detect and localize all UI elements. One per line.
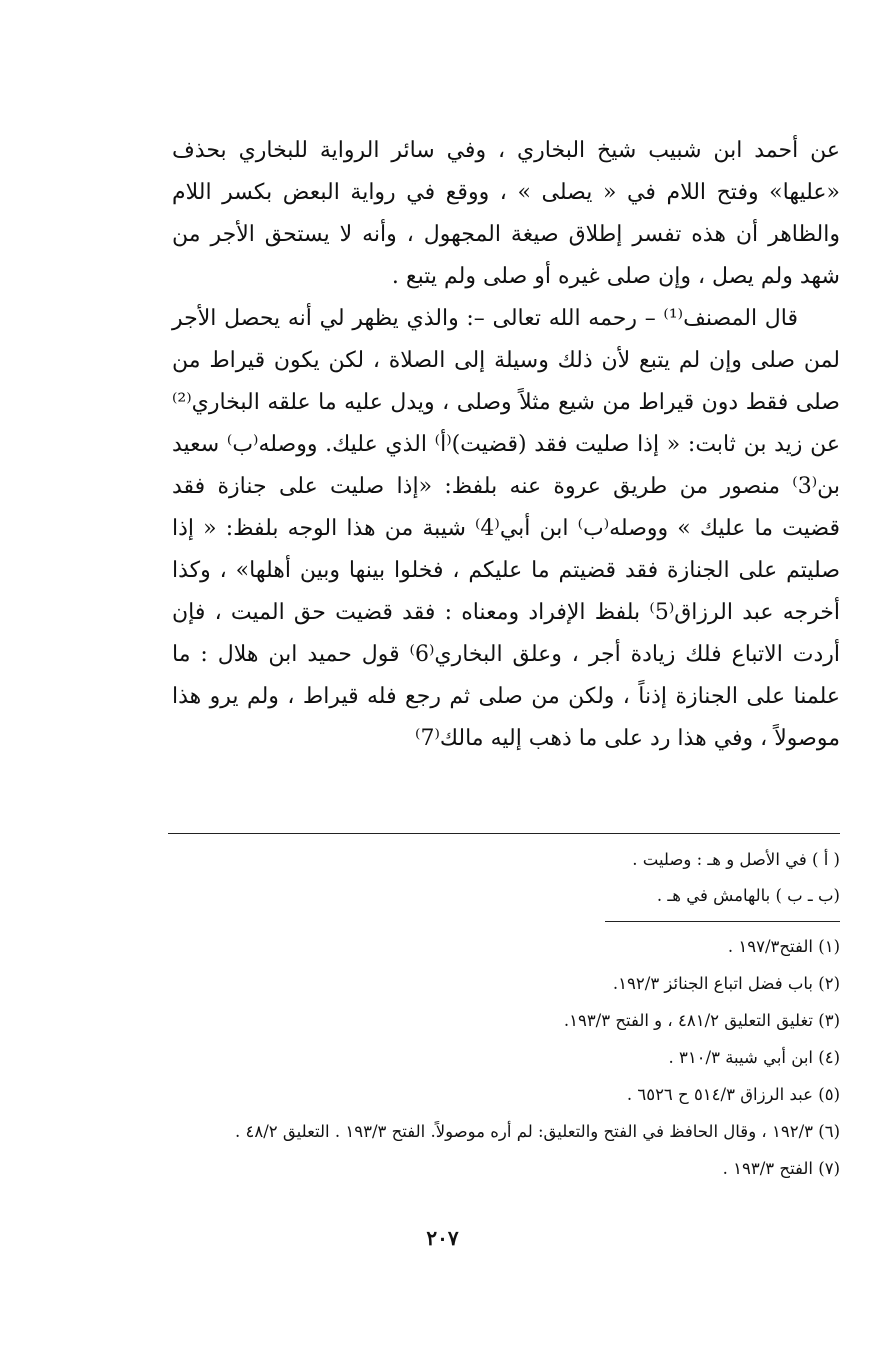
- footnote: (٢) باب فضل اتباع الجنائز ١٩٢/٣.: [612, 974, 840, 993]
- manuscript-variants: [172, 842, 840, 914]
- variants-separator: [605, 921, 840, 922]
- footnotes: [172, 928, 840, 1187]
- footnote: (١) الفتح١٩٧/٣ .: [727, 937, 840, 956]
- page-number: ٢٠٧: [426, 1226, 459, 1250]
- footnote: (٣) تغليق التعليق ٤٨١/٢ ، و الفتح ١٩٣/٣.: [563, 1011, 840, 1030]
- footnote-separator: [168, 833, 840, 834]
- main-text: [172, 130, 840, 760]
- variant-note: ( أ ) في الأصل و هـ : وصليت .: [632, 850, 840, 869]
- footnote: (٧) الفتح ١٩٣/٣ .: [722, 1159, 840, 1178]
- footnote: (٤) ابن أبي شيبة ٣١٠/٣ .: [668, 1048, 840, 1067]
- paragraph: عن أحمد ابن شبيب شيخ البخاري ، وفي سائر الرواية للبخاري بحذف «عليها» وفتح اللام في « يصلى » ، ووقع في رواية البعض بكسر اللام والظاهر أن هذه تفسر إطلاق صيغة المجهول ، وأنه لا يستحق الأجر من شهد ولم يصل ، وإن صلى غيره أو صلى ولم يتبع .: [172, 138, 840, 289]
- footnote: (٦) ١٩٢/٣ ، وقال الحافظ في الفتح والتعليق: لم أره موصولاً. الفتح ١٩٣/٣ . التعليق ٤٨/٢ .: [234, 1122, 840, 1141]
- footnote: (٥) عبد الرزاق ٥١٤/٣ ح ٦٥٢٦ .: [626, 1085, 840, 1104]
- paragraph: قال المصنف⁽¹⁾ – رحمه الله تعالى –: والذي يظهر لي أنه يحصل الأجر لمن صلى وإن لم يتبع لأن ذلك وسيلة إلى الصلاة ، لكن يكون قيراط من صلى فقط دون قيراط من شيع مثلاً وصلى ، ويدل عليه ما علقه البخاري⁽²⁾ عن زيد بن ثابت: « إذا صليت فقد (قضيت)⁽أ⁾ الذي عليك. ووصله⁽ب⁾ سعيد بن⁽3⁾ منصور من طريق عروة عنه بلفظ: «إذا صليت على جنازة فقد قضيت ما عليك » ووصله⁽ب⁾ ابن أبي⁽4⁾ شيبة من هذا الوجه بلفظ: « إذا صليتم على الجنازة فقد قضيتم ما عليكم ، فخلوا بينها وبين أهلها» ، وكذا أخرجه عبد الرزاق⁽5⁾ بلفظ الإفراد ومعناه : فقد قضيت حق الميت ، فإن أردت الاتباع فلك زيادة أجر ، وعلق البخاري⁽6⁾ قول حميد ابن هلال : ما علمنا على الجنازة إذناً ، ولكن من صلى ثم رجع فله قيراط ، ولم يرو هذا موصولاً ، وفي هذا رد على ما ذهب إليه مالك⁽7⁾: [172, 306, 841, 751]
- variant-note: (ب ـ ب ) بالهامش في هـ .: [656, 886, 840, 905]
